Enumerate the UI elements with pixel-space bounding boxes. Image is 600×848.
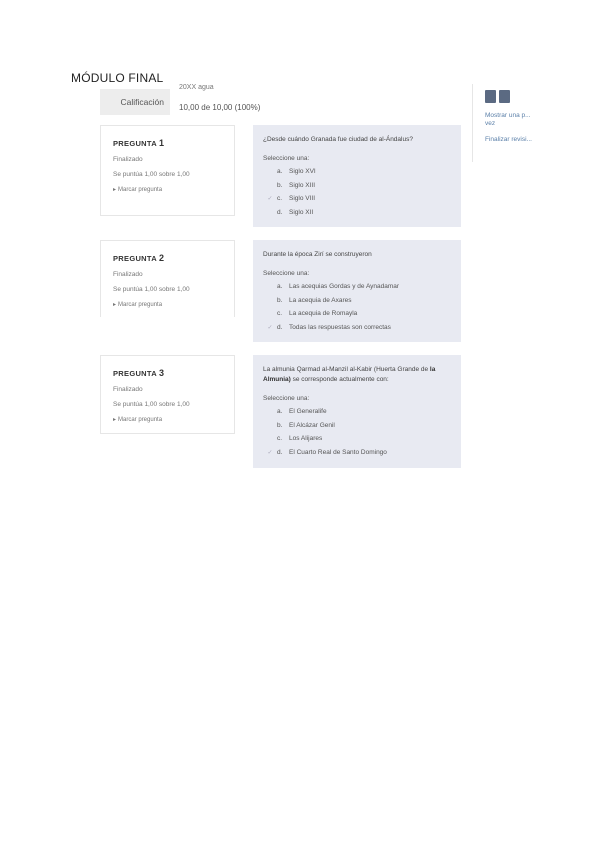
grade-label-text: Calificación (120, 97, 164, 107)
grade-value: 10,00 de 10,00 (100%) (179, 103, 261, 112)
answer-option[interactable]: ✓ c. Siglo VIII (263, 192, 451, 206)
question-text-bold: la Almunia) (263, 366, 436, 383)
question-content-2 (253, 240, 461, 342)
answer-option[interactable]: b. El Alcázar Genil (277, 421, 335, 429)
question-text: ¿Desde cuándo Granada fue ciudad de al-Ándalus? (263, 136, 413, 143)
question-prompt: Seleccione una: (263, 395, 310, 402)
grade-label (100, 89, 170, 115)
answer-option[interactable]: ✓ d. El Cuarto Real de Santo Domingo (263, 446, 451, 460)
question-prompt: Seleccione una: (263, 155, 310, 162)
question-title: PREGUNTA 2 (113, 253, 165, 263)
question-status: Finalizado (113, 386, 143, 393)
nav-toggle-icon[interactable] (485, 90, 511, 103)
answer-option[interactable]: d. Siglo XII (277, 208, 314, 216)
answer-option[interactable]: a. Las acequias Gordas y de Aynadamar (277, 283, 400, 291)
answer-option[interactable]: c. Los Alijares (277, 435, 323, 443)
page-title: MÓDULO FINAL (71, 71, 164, 85)
question-score: Se puntúa 1,00 sobre 1,00 (113, 401, 190, 408)
question-title: PREGUNTA 3 (113, 368, 165, 378)
question-title: PREGUNTA 1 (113, 138, 165, 148)
selected-check-icon: ✓ (267, 324, 273, 331)
selected-check-icon: ✓ (267, 196, 273, 203)
question-score: Se puntúa 1,00 sobre 1,00 (113, 286, 190, 293)
question-info-2 (100, 240, 235, 317)
answer-option[interactable]: a. El Generalife (277, 408, 327, 416)
selected-check-icon: ✓ (267, 449, 273, 456)
finish-review-link[interactable]: Finalizar revisi... (485, 136, 532, 143)
question-status: Finalizado (113, 156, 143, 163)
answer-option[interactable]: a. Siglo XVI (277, 168, 316, 176)
question-info-1 (100, 125, 235, 216)
flag-icon: ▸ (113, 187, 117, 193)
question-content-3 (253, 355, 461, 468)
flag-question-button[interactable]: ▸ Marcar pregunta (113, 187, 163, 193)
answer-option[interactable]: b. Siglo XIII (277, 181, 316, 189)
question-status: Finalizado (113, 271, 143, 278)
quiz-navigation (472, 84, 600, 162)
show-one-page-link[interactable]: Mostrar una p... vez (485, 112, 531, 127)
question-text: La almunia Qarmad al-Manzil al-Kabir (Huerta Grande de la Almunia) se corresponde actualmente con: (263, 366, 436, 383)
answer-option[interactable]: ✓ d. Todas las respuestas son correctas (263, 321, 451, 335)
grade-top-text: 20XX agua (179, 84, 214, 91)
question-prompt: Seleccione una: (263, 270, 310, 277)
question-content-1 (253, 125, 461, 227)
flag-question-button[interactable]: ▸ Marcar pregunta (113, 417, 163, 423)
answer-option[interactable]: c. La acequia de Romayla (277, 310, 358, 318)
flag-icon: ▸ (113, 302, 117, 308)
question-text: Durante la época Zirí se construyeron (263, 251, 372, 258)
flag-icon: ▸ (113, 417, 117, 423)
flag-question-button[interactable]: ▸ Marcar pregunta (113, 302, 163, 308)
question-score: Se puntúa 1,00 sobre 1,00 (113, 171, 190, 178)
question-info-3 (100, 355, 235, 434)
answer-option[interactable]: b. La acequia de Axares (277, 296, 352, 304)
